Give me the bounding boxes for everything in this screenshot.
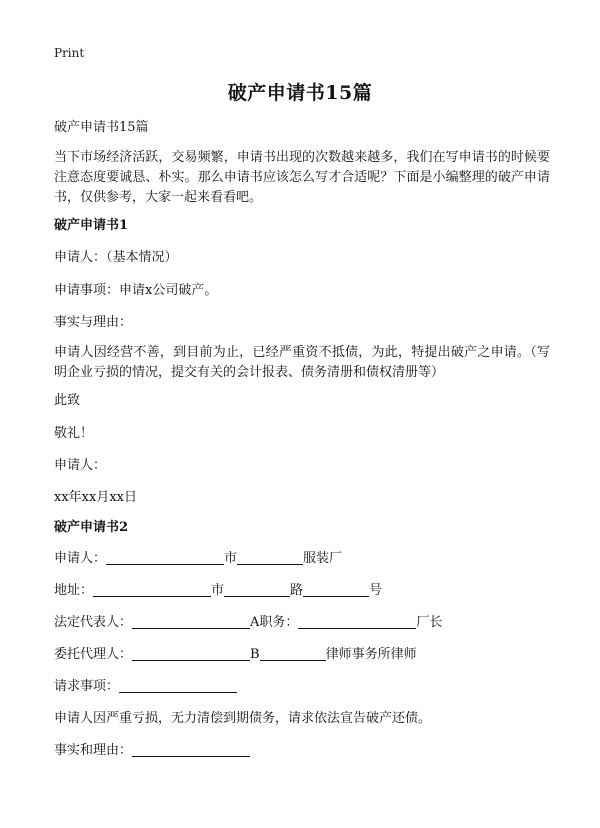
facts-blank[interactable] (132, 742, 250, 757)
rep-name-blank[interactable] (132, 614, 250, 629)
agent-name-blank[interactable] (132, 646, 250, 661)
facts-label: 事实和理由： (54, 743, 133, 758)
section1-heading: 破产申请书1 (54, 218, 129, 233)
agent-b-blank[interactable] (260, 646, 326, 661)
section2-rep-row (54, 613, 554, 633)
rep-label: 法定代表人： (54, 615, 133, 630)
request-blank[interactable] (119, 678, 237, 693)
address-city-label: 市 (211, 583, 225, 598)
section1-applicant: 申请人：（基本情况） (54, 250, 178, 265)
rep-a-post-label: A职务： (250, 615, 299, 630)
rep-title-label: 厂长 (416, 615, 443, 630)
agent-label: 委托代理人： (54, 647, 133, 662)
request-label: 请求事项： (54, 679, 120, 694)
applicant-factory-label: 服装厂 (303, 551, 343, 566)
address-city-blank[interactable] (224, 582, 290, 597)
section1-sign: 申请人： (54, 458, 107, 473)
section2-request-row (54, 677, 554, 697)
applicant-label: 申请人： (54, 551, 107, 566)
address-road-blank[interactable] (303, 582, 369, 597)
section2-statement: 申请人因严重亏损，无力清偿到期债务，请求依法宣告破产还债。 (54, 711, 432, 726)
section2-applicant-row (54, 549, 554, 569)
rep-post-blank[interactable] (298, 614, 416, 629)
agent-firm-label: 律师事务所律师 (325, 647, 417, 662)
agent-b-label: B (250, 647, 260, 662)
print-label[interactable]: Print (54, 46, 85, 60)
section2-agent-row (54, 645, 554, 665)
section2-facts-row (54, 741, 554, 761)
section1-facts-body: 申请人因经营不善，到目前为止，已经严重资不抵债，为此，特提出破产之申请。（写明企业亏损的情况，提交有关的会计报表、债务清册和债权清册等） (54, 345, 550, 380)
section2-heading: 破产申请书2 (54, 520, 129, 535)
applicant-name-blank[interactable] (106, 550, 224, 565)
section1-closing-2: 敬礼！ (54, 426, 94, 441)
section1-facts-label: 事实与理由： (54, 315, 133, 330)
document-title: 破产申请书15篇 (227, 82, 373, 104)
document-subtitle: 破产申请书15篇 (54, 120, 149, 135)
section1-date: xx年xx月xx日 (54, 490, 137, 505)
section1-matter: 申请事项：申请x公司破产。 (54, 283, 218, 298)
address-no-label: 号 (369, 583, 383, 598)
address-road-label: 路 (290, 583, 304, 598)
section1-closing-1: 此致 (54, 393, 81, 408)
applicant-city-label: 市 (224, 551, 238, 566)
address-blank[interactable] (93, 582, 211, 597)
section2-address-row (54, 581, 554, 601)
applicant-city-blank[interactable] (237, 550, 303, 565)
intro-paragraph: 当下市场经济活跃，交易频繁，申请书出现的次数越来越多，我们在写申请书的时候要注意态度要诚恳、朴实。那么申请书应该怎么写才合适呢？下面是小编整理的破产申请书，仅供参考，大家一起来看看吧。 (54, 150, 550, 205)
address-label: 地址： (54, 583, 94, 598)
